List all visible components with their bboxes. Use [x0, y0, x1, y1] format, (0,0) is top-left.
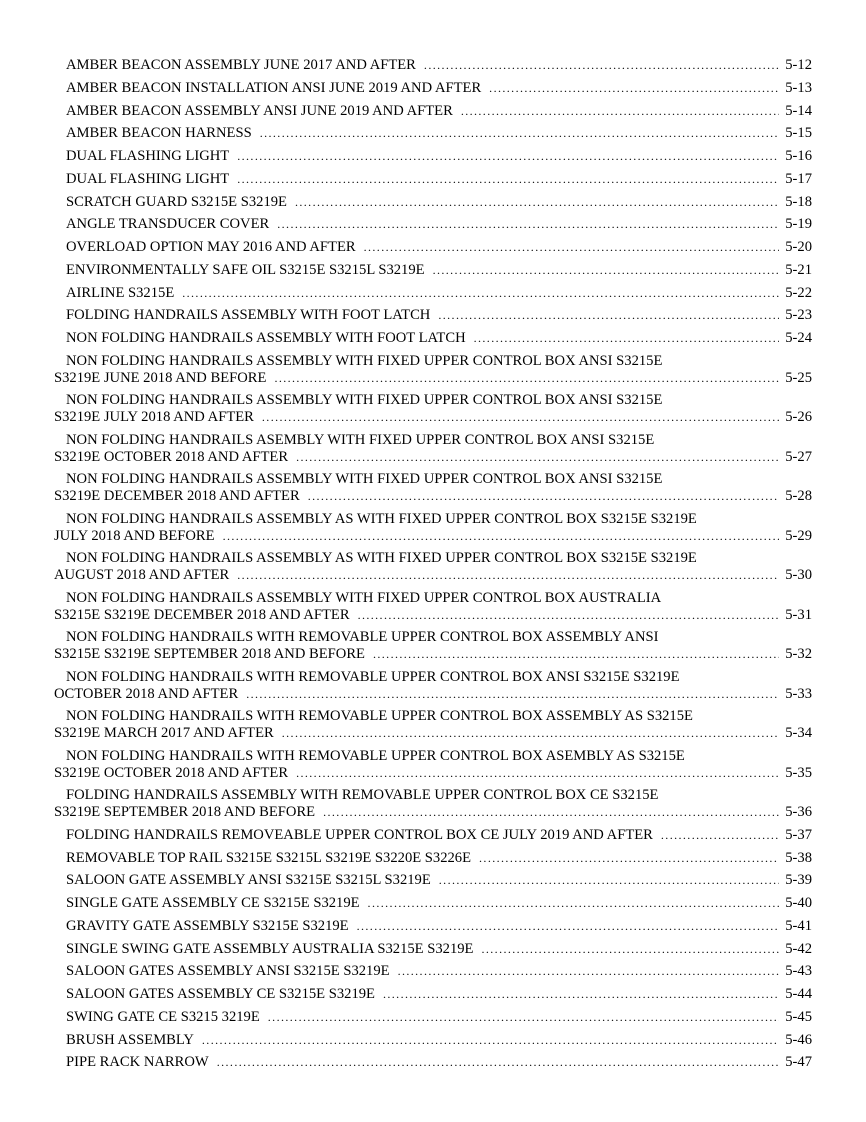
toc-entry-title-line2: AUGUST 2018 AND AFTER — [54, 567, 230, 584]
toc-entry-title-line2: S3219E MARCH 2017 AND AFTER — [54, 725, 274, 742]
dot-leader — [308, 488, 780, 505]
dot-leader — [262, 409, 779, 426]
toc-entry[interactable] — [54, 392, 812, 432]
dot-leader — [223, 528, 780, 545]
toc-entry-title-line2: S3215E S3219E DECEMBER 2018 AND AFTER — [54, 606, 350, 623]
dot-leader — [237, 171, 779, 188]
toc-entry[interactable] — [54, 285, 812, 308]
dot-leader — [323, 804, 779, 821]
toc-entry-page: 5-35 — [785, 764, 812, 781]
toc-entry-title: AIRLINE S3215E — [66, 284, 175, 301]
toc-entry-page: 5-13 — [785, 79, 812, 96]
toc-entry-page: 5-40 — [785, 895, 812, 911]
toc-entry[interactable] — [54, 550, 812, 590]
toc-entry-page: 5-41 — [785, 917, 812, 934]
toc-entry[interactable] — [54, 850, 812, 873]
toc-entry[interactable] — [54, 941, 812, 964]
toc-entry-page: 5-25 — [785, 369, 812, 386]
toc-entry-title-line2: JULY 2018 AND BEFORE — [54, 527, 215, 544]
dot-leader — [260, 125, 780, 142]
toc-entry[interactable] — [54, 827, 812, 850]
toc-entry-title: DUAL FLASHING LIGHT — [66, 148, 230, 164]
dot-leader — [398, 963, 780, 980]
toc-entry-title: PIPE RACK NARROW — [66, 1054, 209, 1071]
toc-entry-title: AMBER BEACON HARNESS — [66, 125, 252, 142]
dot-leader — [424, 57, 779, 74]
dot-leader — [358, 607, 780, 624]
dot-leader — [237, 148, 779, 165]
toc-entry-page: 5-29 — [785, 527, 812, 544]
toc-entry[interactable] — [54, 239, 812, 262]
toc-entry-title-line1: NON FOLDING HANDRAILS ASSEMBLY AS WITH FIXED UPPER CONTROL BOX S3215E S3219E — [66, 510, 697, 527]
toc-entry[interactable] — [54, 895, 812, 918]
dot-leader — [433, 262, 780, 279]
toc-entry-title-line2: S3215E S3219E SEPTEMBER 2018 AND BEFORE — [54, 646, 365, 663]
toc-entry-page: 5-32 — [785, 646, 812, 663]
toc-entry-title: BRUSH ASSEMBLY — [66, 1031, 194, 1048]
toc-entry[interactable] — [54, 629, 812, 669]
dot-leader — [661, 827, 779, 844]
toc-entry-title-line1: NON FOLDING HANDRAILS ASSEMBLY WITH FIXED UPPER CONTROL BOX ANSI S3215E — [66, 471, 663, 488]
toc-entry-title: NON FOLDING HANDRAILS ASSEMBLY WITH FOOT LATCH — [66, 330, 466, 346]
toc-entry-title: SALOON GATES ASSEMBLY CE S3215E S3219E — [66, 986, 375, 1002]
toc-entry[interactable] — [54, 432, 812, 472]
dot-leader — [364, 239, 780, 256]
toc-entry-title: SINGLE SWING GATE ASSEMBLY AUSTRALIA S3215E S3219E — [66, 940, 474, 957]
dot-leader — [296, 765, 779, 782]
toc-entry-title-line2: S3219E DECEMBER 2018 AND AFTER — [54, 488, 300, 505]
toc-entry-page: 5-27 — [785, 448, 812, 465]
toc-entry-title: DUAL FLASHING LIGHT — [66, 170, 230, 187]
toc-entry[interactable] — [54, 986, 812, 1009]
dot-leader — [439, 872, 779, 889]
toc-entry-page: 5-28 — [785, 488, 812, 505]
toc-entry-page: 5-17 — [785, 170, 812, 187]
toc-entry-title: AMBER BEACON ASSEMBLY ANSI JUNE 2019 AND AFTER — [66, 102, 453, 119]
toc-entry-page: 5-39 — [785, 872, 812, 889]
toc-entry-page: 5-46 — [785, 1031, 812, 1048]
dot-leader — [383, 986, 779, 1003]
toc-entry-page: 5-36 — [785, 804, 812, 821]
toc-entry-title: SWING GATE CE S3215 3219E — [66, 1008, 260, 1025]
dot-leader — [217, 1054, 780, 1071]
toc-entry-page: 5-33 — [785, 685, 812, 702]
toc-entry[interactable] — [54, 148, 812, 171]
toc-entry-title-line1: NON FOLDING HANDRAILS WITH REMOVABLE UPPER CONTROL BOX ASEMBLY AS S3215E — [66, 747, 685, 764]
toc-entry-page: 5-14 — [785, 102, 812, 119]
toc-entry-page: 5-44 — [785, 986, 812, 1002]
toc-entry-title-line1: NON FOLDING HANDRAILS ASSEMBLY WITH FIXED UPPER CONTROL BOX ANSI S3215E — [66, 392, 663, 409]
toc-entry-title: GRAVITY GATE ASSEMBLY S3215E S3219E — [66, 917, 349, 934]
toc-entry-title-line2: OCTOBER 2018 AND AFTER — [54, 685, 239, 702]
toc-entry-title: ANGLE TRANSDUCER COVER — [66, 216, 270, 233]
toc-entry-title: FOLDING HANDRAILS REMOVEABLE UPPER CONTROL BOX CE JULY 2019 AND AFTER — [66, 826, 653, 843]
toc-entry[interactable] — [54, 125, 812, 148]
toc-entry-page: 5-38 — [785, 849, 812, 866]
toc-entry[interactable] — [54, 80, 812, 103]
toc-entry[interactable] — [54, 471, 812, 511]
toc-entry-title-line1: NON FOLDING HANDRAILS ASEMBLY WITH FIXED UPPER CONTROL BOX ANSI S3215E — [66, 431, 655, 448]
toc-entry-title-line1: NON FOLDING HANDRAILS ASSEMBLY WITH FIXED UPPER CONTROL BOX AUSTRALIA — [66, 589, 662, 606]
dot-leader — [237, 567, 779, 584]
dot-leader — [246, 686, 779, 703]
toc-entry-page: 5-42 — [785, 940, 812, 957]
table-of-contents — [54, 57, 812, 1077]
toc-entry-title-line2: S3219E JULY 2018 AND AFTER — [54, 409, 254, 426]
toc-entry-page: 5-18 — [785, 193, 812, 210]
dot-leader — [489, 80, 779, 97]
toc-entry-title-line1: NON FOLDING HANDRAILS ASSEMBLY AS WITH FIXED UPPER CONTROL BOX S3215E S3219E — [66, 550, 697, 567]
toc-entry-page: 5-21 — [785, 261, 812, 278]
toc-entry[interactable] — [54, 194, 812, 217]
toc-entry-title: SALOON GATE ASSEMBLY ANSI S3215E S3215L S3219E — [66, 872, 431, 889]
toc-entry-page: 5-22 — [785, 284, 812, 301]
dot-leader — [368, 895, 780, 912]
dot-leader — [268, 1009, 779, 1026]
dot-leader — [295, 194, 779, 211]
dot-leader — [357, 918, 780, 935]
dot-leader — [461, 103, 779, 120]
toc-entry-page: 5-37 — [785, 826, 812, 843]
toc-entry-title: SINGLE GATE ASSEMBLY CE S3215E S3219E — [66, 895, 360, 911]
toc-entry[interactable] — [54, 963, 812, 986]
dot-leader — [373, 646, 779, 663]
dot-leader — [481, 941, 779, 958]
toc-entry-page: 5-31 — [785, 606, 812, 623]
toc-entry[interactable] — [54, 669, 812, 709]
toc-entry-title-line2: S3219E JUNE 2018 AND BEFORE — [54, 369, 267, 386]
toc-entry-page: 5-24 — [785, 330, 812, 346]
toc-entry[interactable] — [54, 511, 812, 551]
toc-entry-title-line1: NON FOLDING HANDRAILS WITH REMOVABLE UPPER CONTROL BOX ANSI S3215E S3219E — [66, 668, 680, 685]
toc-entry-title: SALOON GATES ASSEMBLY ANSI S3215E S3219E — [66, 963, 390, 980]
toc-entry[interactable] — [54, 872, 812, 895]
toc-entry[interactable] — [54, 171, 812, 194]
dot-leader — [274, 370, 779, 387]
toc-entry-title-line1: FOLDING HANDRAILS ASSEMBLY WITH REMOVABLE UPPER CONTROL BOX CE S3215E — [66, 787, 659, 804]
toc-entry[interactable] — [54, 262, 812, 285]
toc-entry[interactable] — [54, 708, 812, 748]
toc-entry-page: 5-34 — [785, 725, 812, 742]
toc-entry-page: 5-43 — [785, 963, 812, 980]
toc-entry-page: 5-45 — [785, 1008, 812, 1025]
toc-entry[interactable] — [54, 57, 812, 80]
toc-entry-title: AMBER BEACON INSTALLATION ANSI JUNE 2019 AND AFTER — [66, 79, 482, 96]
toc-entry-page: 5-15 — [785, 125, 812, 142]
toc-entry-title-line1: NON FOLDING HANDRAILS WITH REMOVABLE UPPER CONTROL BOX ASSEMBLY AS S3215E — [66, 708, 693, 725]
toc-entry[interactable] — [54, 1054, 812, 1077]
toc-entry-title: OVERLOAD OPTION MAY 2016 AND AFTER — [66, 239, 356, 255]
toc-entry-page: 5-30 — [785, 567, 812, 584]
dot-leader — [182, 285, 779, 302]
toc-entry-page: 5-20 — [785, 239, 812, 255]
toc-entry[interactable] — [54, 330, 812, 353]
toc-entry-page: 5-47 — [785, 1054, 812, 1071]
toc-entry[interactable] — [54, 353, 812, 393]
toc-entry[interactable] — [54, 918, 812, 941]
dot-leader — [277, 216, 779, 233]
toc-entry[interactable] — [54, 748, 812, 788]
toc-entry-page: 5-12 — [785, 57, 812, 73]
dot-leader — [438, 307, 779, 324]
toc-entry[interactable] — [54, 590, 812, 630]
toc-entry-title: AMBER BEACON ASSEMBLY JUNE 2017 AND AFTER — [66, 57, 416, 73]
dot-leader — [479, 850, 779, 867]
dot-leader — [202, 1032, 779, 1049]
toc-entry-title: ENVIRONMENTALLY SAFE OIL S3215E S3215L S3219E — [66, 261, 425, 278]
toc-entry-title-line2: S3219E SEPTEMBER 2018 AND BEFORE — [54, 804, 316, 821]
toc-entry-title-line1: NON FOLDING HANDRAILS ASSEMBLY WITH FIXED UPPER CONTROL BOX ANSI S3215E — [66, 352, 663, 369]
toc-entry[interactable] — [54, 307, 812, 330]
toc-entry-page: 5-23 — [785, 307, 812, 324]
toc-entry[interactable] — [54, 1032, 812, 1055]
toc-entry-page: 5-26 — [785, 409, 812, 426]
toc-entry-title-line2: S3219E OCTOBER 2018 AND AFTER — [54, 764, 289, 781]
toc-entry[interactable] — [54, 787, 812, 827]
dot-leader — [474, 330, 780, 347]
toc-entry[interactable] — [54, 1009, 812, 1032]
toc-entry-title: REMOVABLE TOP RAIL S3215E S3215L S3219E S3220E S3226E — [66, 849, 472, 866]
toc-entry-title: FOLDING HANDRAILS ASSEMBLY WITH FOOT LATCH — [66, 307, 431, 324]
toc-entry-title-line1: NON FOLDING HANDRAILS WITH REMOVABLE UPPER CONTROL BOX ASSEMBLY ANSI — [66, 629, 659, 646]
toc-entry-page: 5-19 — [785, 216, 812, 233]
toc-entry-title: SCRATCH GUARD S3215E S3219E — [66, 193, 287, 210]
toc-entry-page: 5-16 — [785, 148, 812, 164]
toc-entry-title-line2: S3219E OCTOBER 2018 AND AFTER — [54, 448, 289, 465]
dot-leader — [296, 449, 779, 466]
toc-entry[interactable] — [54, 216, 812, 239]
toc-entry[interactable] — [54, 103, 812, 126]
dot-leader — [282, 725, 779, 742]
